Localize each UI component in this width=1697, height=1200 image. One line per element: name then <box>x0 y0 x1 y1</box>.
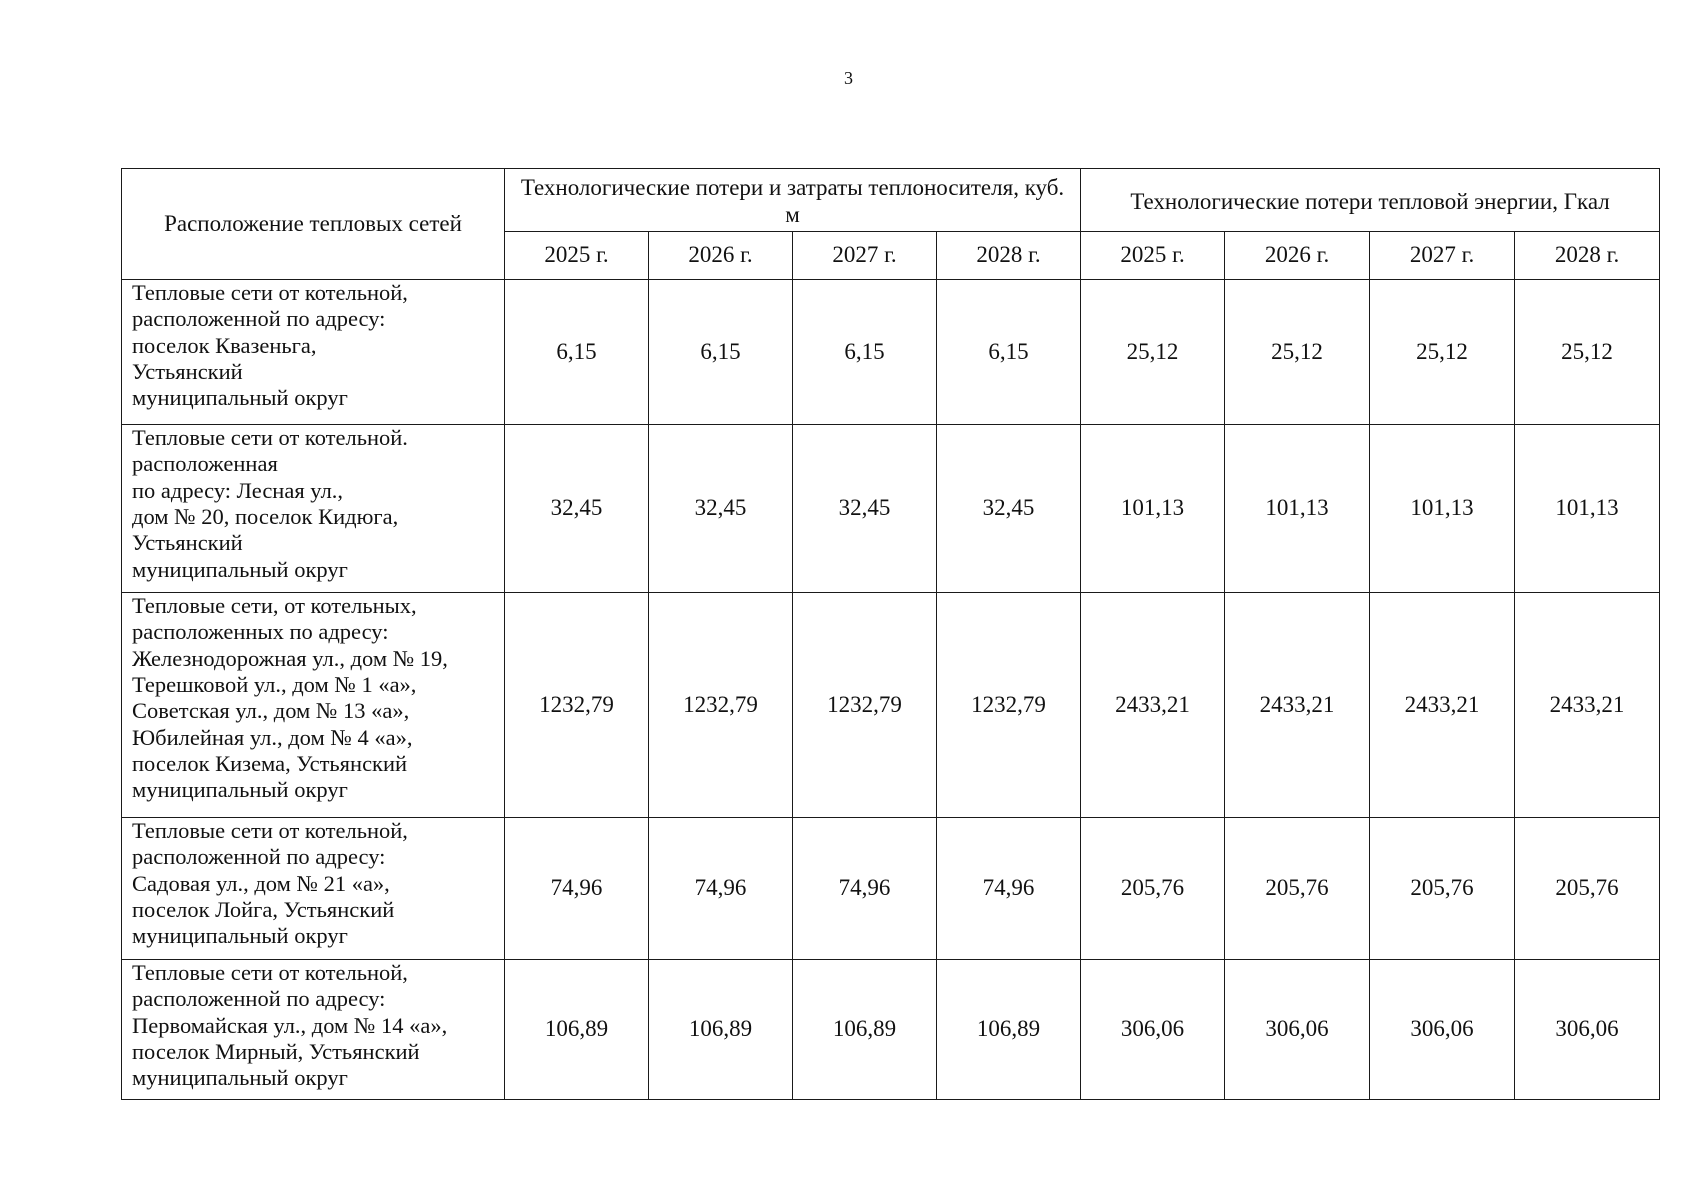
energy-2028-cell: 306,06 <box>1515 960 1660 1100</box>
energy-2025-cell: 205,76 <box>1081 818 1225 960</box>
location-line: Первомайская ул., дом № 14 «а», <box>132 1012 448 1038</box>
location-line: по адресу: Лесная ул., <box>132 477 344 503</box>
coolant-2028-cell: 1232,79 <box>937 593 1081 818</box>
header-coolant-losses: Технологические потери и затраты теплоносителя, куб. м <box>505 169 1081 232</box>
location-line: расположенной по адресу: <box>132 306 386 332</box>
coolant-2028-cell: 32,45 <box>937 425 1081 593</box>
coolant-2025-cell: 1232,79 <box>505 593 649 818</box>
header-year-energy-2026: 2026 г. <box>1225 232 1370 280</box>
energy-2027-cell: 101,13 <box>1370 425 1515 593</box>
coolant-2028-cell: 106,89 <box>937 960 1081 1100</box>
location-line: поселок Квазеньга, <box>132 332 317 358</box>
location-line: Тепловые сети, от котельных, <box>132 593 417 618</box>
location-line: Юбилейная ул., дом № 4 «а», <box>132 724 413 750</box>
location-line: расположенной по адресу: <box>132 986 386 1012</box>
header-year-energy-2025: 2025 г. <box>1081 232 1225 280</box>
header-year-coolant-2028: 2028 г. <box>937 232 1081 280</box>
energy-2025-cell: 2433,21 <box>1081 593 1225 818</box>
coolant-2026-cell: 6,15 <box>649 280 793 425</box>
location-line: Тепловые сети от котельной, <box>132 280 408 305</box>
energy-2028-cell: 2433,21 <box>1515 593 1660 818</box>
coolant-2028-cell: 74,96 <box>937 818 1081 960</box>
location-line: расположенной по адресу: <box>132 844 386 870</box>
header-energy-losses: Технологические потери тепловой энергии, Гкал <box>1081 169 1660 232</box>
location-line: Советская ул., дом № 13 «а», <box>132 698 410 724</box>
coolant-2025-cell: 32,45 <box>505 425 649 593</box>
header-year-energy-2027: 2027 г. <box>1370 232 1515 280</box>
location-line: поселок Мирный, Устьянский <box>132 1038 420 1064</box>
energy-2028-cell: 101,13 <box>1515 425 1660 593</box>
location-line: поселок Лойга, Устьянский <box>132 896 395 922</box>
coolant-2026-cell: 32,45 <box>649 425 793 593</box>
location-line: Устьянский <box>132 358 243 384</box>
energy-2026-cell: 205,76 <box>1225 818 1370 960</box>
header-year-coolant-2026: 2026 г. <box>649 232 793 280</box>
coolant-2026-cell: 74,96 <box>649 818 793 960</box>
table-row <box>122 280 1660 425</box>
location-line: Железнодорожная ул., дом № 19, <box>132 645 448 671</box>
coolant-2025-cell: 106,89 <box>505 960 649 1100</box>
location-line: Тепловые сети от котельной, <box>132 818 408 843</box>
energy-2026-cell: 2433,21 <box>1225 593 1370 818</box>
energy-2027-cell: 25,12 <box>1370 280 1515 425</box>
table-row <box>122 425 1660 593</box>
location-line: муниципальный округ <box>132 385 348 411</box>
coolant-2025-cell: 74,96 <box>505 818 649 960</box>
location-cell <box>122 960 505 1100</box>
energy-2028-cell: 25,12 <box>1515 280 1660 425</box>
header-year-energy-2028: 2028 г. <box>1515 232 1660 280</box>
coolant-2028-cell: 6,15 <box>937 280 1081 425</box>
coolant-2027-cell: 32,45 <box>793 425 937 593</box>
location-line: муниципальный округ <box>132 556 348 582</box>
location-line: Тепловые сети от котельной. <box>132 425 408 450</box>
table-row <box>122 818 1660 960</box>
location-line: расположенная <box>132 451 278 477</box>
page-number: 3 <box>844 68 853 88</box>
energy-2026-cell: 101,13 <box>1225 425 1370 593</box>
location-line: муниципальный округ <box>132 923 348 949</box>
location-line: Устьянский <box>132 530 243 556</box>
table-row <box>122 593 1660 818</box>
location-line: муниципальный округ <box>132 777 348 803</box>
energy-2028-cell: 205,76 <box>1515 818 1660 960</box>
energy-2027-cell: 2433,21 <box>1370 593 1515 818</box>
coolant-2026-cell: 1232,79 <box>649 593 793 818</box>
energy-2027-cell: 205,76 <box>1370 818 1515 960</box>
coolant-2027-cell: 1232,79 <box>793 593 937 818</box>
location-cell <box>122 593 505 818</box>
energy-2026-cell: 306,06 <box>1225 960 1370 1100</box>
location-line: Терешковой ул., дом № 1 «а», <box>132 671 417 697</box>
heat-loss-table <box>121 168 1660 1100</box>
location-line: дом № 20, поселок Кидюга, <box>132 503 399 529</box>
header-year-coolant-2025: 2025 г. <box>505 232 649 280</box>
coolant-2027-cell: 106,89 <box>793 960 937 1100</box>
coolant-2025-cell: 6,15 <box>505 280 649 425</box>
location-cell <box>122 425 505 593</box>
energy-2027-cell: 306,06 <box>1370 960 1515 1100</box>
header-location: Расположение тепловых сетей <box>122 169 505 280</box>
table-row <box>122 960 1660 1100</box>
location-line: Садовая ул., дом № 21 «а», <box>132 870 390 896</box>
coolant-2027-cell: 6,15 <box>793 280 937 425</box>
coolant-2027-cell: 74,96 <box>793 818 937 960</box>
energy-2025-cell: 306,06 <box>1081 960 1225 1100</box>
energy-2025-cell: 101,13 <box>1081 425 1225 593</box>
energy-2025-cell: 25,12 <box>1081 280 1225 425</box>
location-line: Тепловые сети от котельной, <box>132 960 408 985</box>
energy-2026-cell: 25,12 <box>1225 280 1370 425</box>
coolant-2026-cell: 106,89 <box>649 960 793 1100</box>
location-cell <box>122 280 505 425</box>
header-year-coolant-2027: 2027 г. <box>793 232 937 280</box>
location-line: муниципальный округ <box>132 1065 348 1091</box>
location-cell <box>122 818 505 960</box>
location-line: расположенных по адресу: <box>132 619 389 645</box>
location-line: поселок Кизема, Устьянский <box>132 750 408 776</box>
